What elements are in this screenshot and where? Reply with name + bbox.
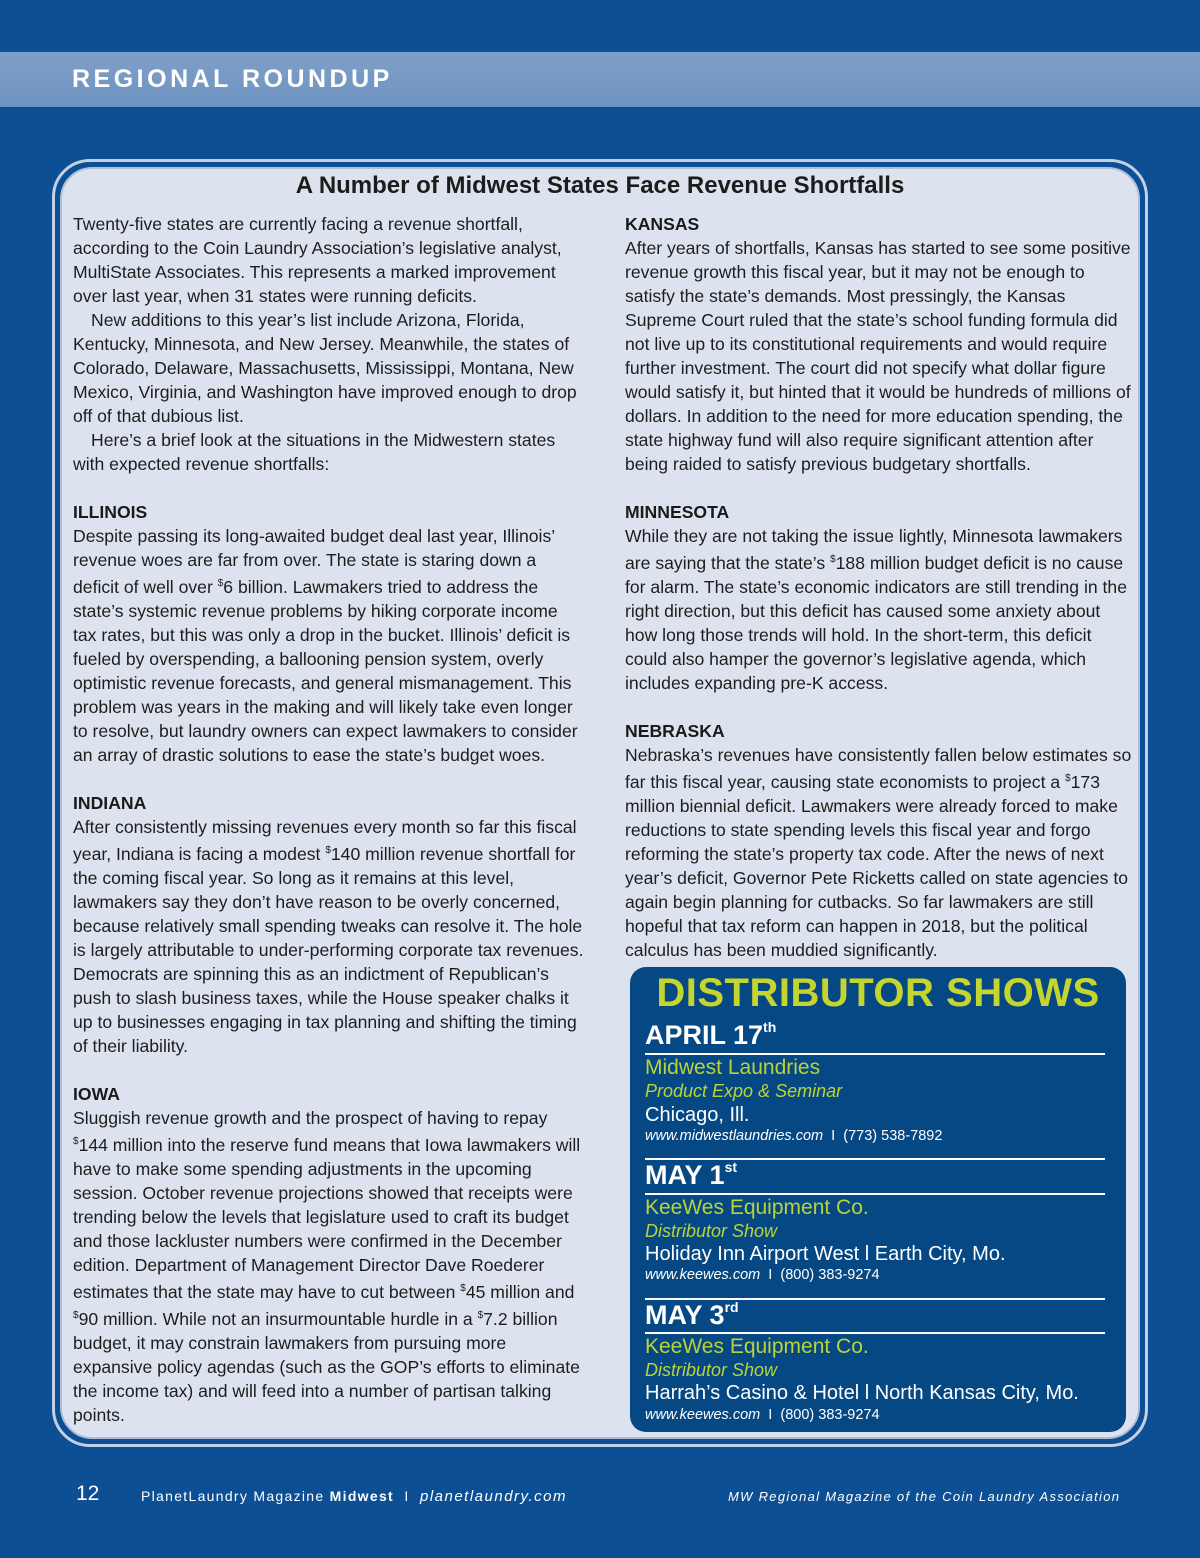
iowa-heading: IOWA bbox=[73, 1084, 120, 1104]
article-left-column bbox=[73, 212, 585, 1427]
footer-website-link[interactable]: planetlaundry.com bbox=[419, 1488, 567, 1505]
show-contact: www.keewes.com I (800) 383-9274 bbox=[645, 1407, 880, 1423]
show-location: Harrah’s Casino & Hotel l North Kansas City, Mo. bbox=[645, 1382, 1079, 1404]
illinois-body: Despite passing its long-awaited budget deal last year, Illinois’ revenue woes are far from over. The state is staring down a deficit of well over $6 billion. Lawmakers tried to address the state’s systemic revenue problems by hiking corporate income tax rates, but this was only a drop in the bucket. Illinois’ deficit is fueled by overspending, a ballooning pension system, overly optimistic revenue forecasts, and general mismanagement. This problem was years in the making and will likely take even longer to resolve, but laundry owners can expect lawmakers to consider an array of drastic solutions to ease the state’s budget woes. bbox=[73, 526, 578, 765]
intro-paragraph-3: Here’s a brief look at the situations in the Midwestern states with expected revenue shortfalls: bbox=[73, 430, 556, 474]
kansas-body: After years of shortfalls, Kansas has started to see some positive revenue growth this fiscal year, but it may not be enough to satisfy the state’s demands. Most pressingly, the Kansas Supreme Court ruled that the state’s school funding formula did not live up to its constitutional requirements and would require further investment. The court did not specify what dollar figure would satisfy it, but hinted that it would be hundreds of millions of dollars. In addition to the need for more education spending, the state highway fund will also require significant attention after being raided to satisfy previous budgetary shortfalls. bbox=[625, 238, 1131, 474]
show-contact: www.midwestlaundries.com I (773) 538-7892 bbox=[645, 1128, 943, 1144]
minnesota-heading: MINNESOTA bbox=[625, 502, 730, 522]
show-company: KeeWes Equipment Co. bbox=[645, 1335, 869, 1358]
nebraska-heading: NEBRASKA bbox=[625, 721, 725, 741]
indiana-heading: INDIANA bbox=[73, 793, 147, 813]
footer-magazine: PlanetLaundry Magazine Midwest I planetlaundry.com bbox=[141, 1488, 567, 1505]
nebraska-body: Nebraska’s revenues have consistently fallen below estimates so far this fiscal year, causing state economists to project a $173 million biennial deficit. Lawmakers were already forced to make reductions to state spending levels this fiscal year and forgo reforming the state’s property tax code. After the news of next year’s deficit, Governor Pete Ricketts called on state agencies to again begin planning for cutbacks. So far lawmakers are still hopeful that tax reform can happen in 2018, but the political calculus has been muddied significantly. bbox=[625, 745, 1132, 960]
page-number: 12 bbox=[76, 1482, 100, 1505]
article-title: A Number of Midwest States Face Revenue Shortfalls bbox=[295, 172, 905, 199]
minnesota-body: While they are not taking the issue lightly, Minnesota lawmakers are saying that the state’s $188 million budget deficit is no cause for alarm. The state’s economic indicators are still trending in the right direction, but this deficit has caused some anxiety about how long those trends will hold. In the short-term, this deficit could also hamper the governor’s legislative agenda, which includes expanding pre-K access. bbox=[625, 526, 1127, 693]
show-date: MAY 1st bbox=[645, 1159, 738, 1190]
show-phone: (773) 538-7892 bbox=[843, 1128, 943, 1144]
article-right-column bbox=[625, 212, 1135, 962]
indiana-body: After consistently missing revenues every month so far this fiscal year, Indiana is facing a modest $140 million revenue shortfall for the coming fiscal year. So long as it remains at this level, lawmakers say they don’t have reason to be overly concerned, because relatively small spending tweaks can resolve it. The hole is largely attributable to under-performing corporate tax revenues. Democrats are spinning this as an indictment of Republican’s push to slash business taxes, while the House speaker chalks it up to businesses engaging in tax planning and shifting the timing of their liability. bbox=[73, 817, 584, 1056]
footer-tagline: MW Regional Magazine of the Coin Laundry Association bbox=[728, 1489, 1121, 1504]
show-location: Holiday Inn Airport West l Earth City, Mo. bbox=[645, 1243, 1006, 1265]
distributor-shows-title: DISTRIBUTOR SHOWS bbox=[656, 971, 1100, 1015]
show-website-link[interactable]: www.keewes.com bbox=[645, 1407, 761, 1423]
iowa-body: Sluggish revenue growth and the prospect of having to repay $144 million into the reserve fund means that Iowa lawmakers will have to make some spending adjustments in the upcoming session. October revenue projections showed that receipts were trending below the levels that legislature used to craft its budget and those lackluster numbers were confirmed in the December edition. Department of Management Director Dave Roederer estimates that the state may have to cut between $45 million and $90 million. While not an insurmountable hurdle in a $7.2 billion budget, it may constrain lawmakers from pursuing more expansive policy agendas (such as the GOP’s efforts to eliminate the income tax) and will feed into a number of partisan talking points. bbox=[73, 1108, 581, 1425]
kansas-heading: KANSAS bbox=[625, 214, 700, 234]
show-type: Distributor Show bbox=[645, 1360, 778, 1380]
show-phone: (800) 383-9274 bbox=[780, 1407, 880, 1423]
divider bbox=[645, 1193, 1105, 1195]
show-phone: (800) 383-9274 bbox=[780, 1267, 880, 1283]
illinois-heading: ILLINOIS bbox=[73, 502, 148, 522]
show-company: Midwest Laundries bbox=[645, 1056, 821, 1079]
show-date: APRIL 17th bbox=[645, 1019, 777, 1050]
show-location: Chicago, Ill. bbox=[645, 1104, 750, 1126]
intro-paragraph-1: Twenty-five states are currently facing a revenue shortfall, according to the Coin Laundry Association’s legislative analyst, MultiState Associates. This represents a marked improvement over last year, when 31 states were running deficits. bbox=[73, 214, 562, 306]
show-contact: www.keewes.com I (800) 383-9274 bbox=[645, 1267, 880, 1283]
show-date: MAY 3rd bbox=[645, 1299, 739, 1330]
show-company: KeeWes Equipment Co. bbox=[645, 1196, 869, 1219]
distributor-shows-box bbox=[630, 967, 1126, 1432]
divider bbox=[645, 1332, 1105, 1334]
show-website-link[interactable]: www.midwestlaundries.com bbox=[645, 1128, 824, 1144]
intro-paragraph-2: New additions to this year’s list include Arizona, Florida, Kentucky, Minnesota, and New Jersey. Meanwhile, the states of Colorado, Delaware, Massachusetts, Mississippi, Montana, New Mexico, Virginia, and Washington have improved enough to drop off of that dubious list. bbox=[73, 310, 577, 426]
divider bbox=[645, 1053, 1105, 1055]
show-type: Product Expo & Seminar bbox=[645, 1081, 843, 1101]
show-type: Distributor Show bbox=[645, 1221, 778, 1241]
section-title: REGIONAL ROUNDUP bbox=[72, 65, 393, 93]
show-website-link[interactable]: www.keewes.com bbox=[645, 1267, 761, 1283]
